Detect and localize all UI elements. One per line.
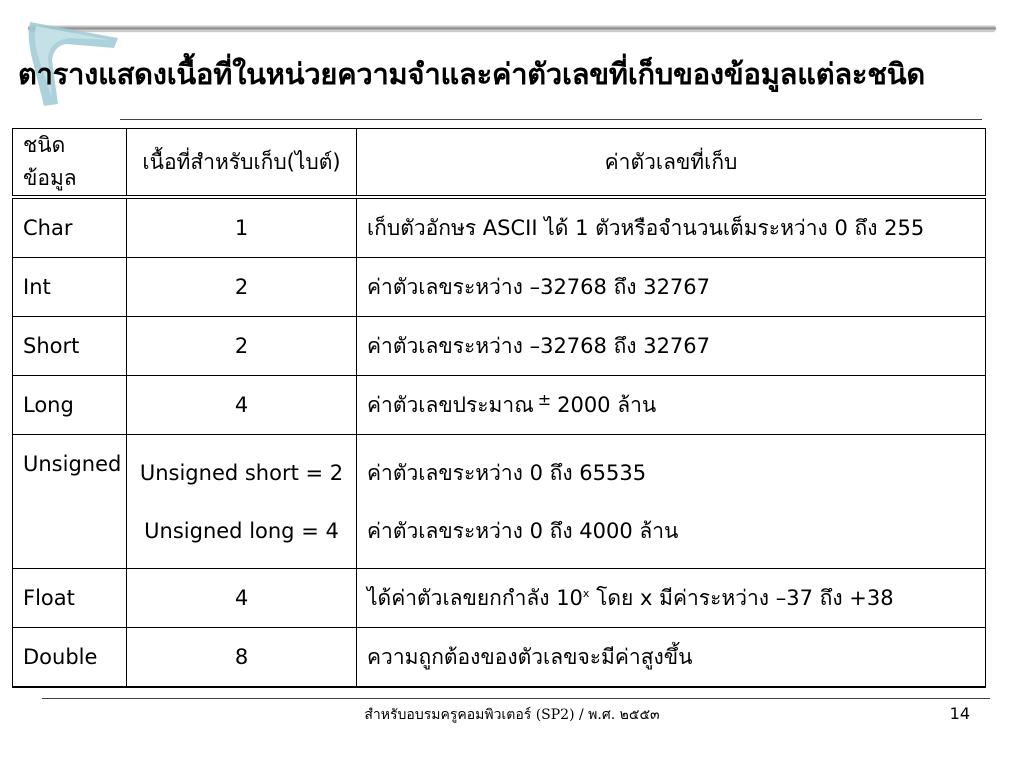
size-cell: 2 — [127, 317, 357, 376]
size-cell: 2 — [127, 258, 357, 317]
size-short-line: Unsigned short = 2 — [139, 460, 344, 485]
size-long-line: Unsigned long = 4 — [144, 518, 339, 543]
type-cell: Int — [13, 258, 127, 317]
plus-minus-symbol: ± — [537, 389, 552, 409]
value-cell: ค่าตัวเลขระหว่าง –32768 ถึง 32767 — [357, 317, 986, 376]
table-row — [13, 569, 986, 628]
table-header-row — [13, 129, 986, 198]
size-cell: 4 — [127, 569, 357, 628]
header-bar — [28, 25, 996, 31]
slide-title: ตารางแสดงเนื้อที่ในหน่วยความจำและค่าตัวเลขที่เก็บของข้อมูลแต่ละชนิด — [18, 57, 926, 91]
size-cell: 8 — [127, 628, 357, 688]
type-cell: Double — [13, 628, 127, 688]
table-row — [13, 435, 986, 569]
header-cell-size: เนื้อที่สำหรับเก็บ(ไบต์) — [127, 129, 357, 198]
value-cell — [357, 569, 986, 628]
type-cell: Short — [13, 317, 127, 376]
page-number: 14 — [949, 704, 970, 723]
value-prefix: ได้ค่าตัวเลขยกกำลัง 10 — [367, 585, 583, 610]
value-cell: ความถูกต้องของตัวเลขจะมีค่าสูงขึ้น — [357, 628, 986, 688]
value-short-line: ค่าตัวเลขระหว่าง 0 ถึง 65535 — [367, 460, 647, 485]
size-cell: 4 — [127, 376, 357, 435]
size-cell — [127, 435, 357, 569]
header-cell-type: ชนิดข้อมูล — [13, 129, 127, 198]
value-cell — [357, 435, 986, 569]
table-row — [13, 317, 986, 376]
exponent: x — [582, 586, 590, 600]
type-cell: Long — [13, 376, 127, 435]
value-long-line: ค่าตัวเลขระหว่าง 0 ถึง 4000 ล้าน — [367, 518, 679, 543]
table-row — [13, 258, 986, 317]
size-cell: 1 — [127, 197, 357, 258]
value-cell: เก็บตัวอักษร ASCII ได้ 1 ตัวหรือจำนวนเต็มระหว่าง 0 ถึง 255 — [357, 197, 986, 258]
value-cell — [357, 376, 986, 435]
footer-divider — [42, 698, 990, 699]
type-cell: Float — [13, 569, 127, 628]
footer-caption: สำหรับอบรมครูคอมพิวเตอร์ (SP2) / พ.ศ. ๒๕๕๓ — [364, 707, 660, 723]
type-cell: Unsigned — [13, 435, 127, 569]
table-row — [13, 376, 986, 435]
title-divider — [120, 119, 982, 120]
value-cell: ค่าตัวเลขระหว่าง –32768 ถึง 32767 — [357, 258, 986, 317]
type-cell: Char — [13, 197, 127, 258]
value-suffix: 2000 ล้าน — [557, 392, 657, 417]
table-row — [13, 628, 986, 688]
header-cell-value: ค่าตัวเลขที่เก็บ — [357, 129, 986, 198]
data-type-table — [12, 128, 986, 688]
table-row — [13, 197, 986, 258]
value-suffix: โดย x มีค่าระหว่าง –37 ถึง +38 — [596, 585, 894, 610]
value-prefix: ค่าตัวเลขประมาณ — [367, 392, 534, 417]
